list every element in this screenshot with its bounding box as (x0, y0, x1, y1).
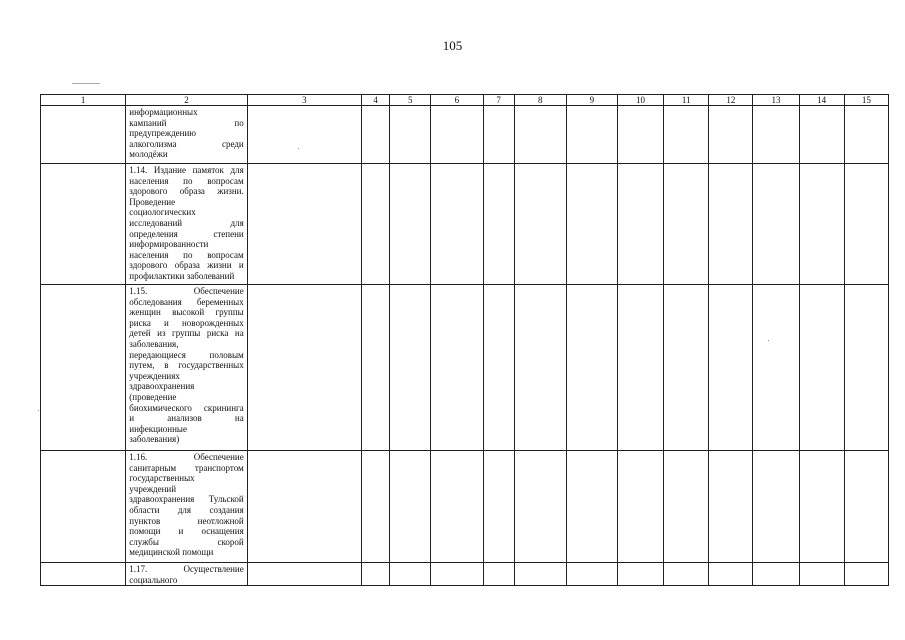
description-line: 1.15. Обеспечение (129, 286, 244, 296)
empty-cell (709, 106, 753, 164)
measure-description-cell (126, 451, 247, 563)
empty-cell (844, 563, 888, 586)
empty-cell (617, 106, 663, 164)
empty-cell (617, 451, 663, 563)
empty-cell (431, 285, 483, 451)
table-row (41, 285, 889, 451)
description-line: здравоохранения (129, 381, 195, 392)
empty-cell (247, 164, 361, 285)
measure-description-cell (126, 563, 247, 586)
empty-cell (41, 563, 126, 586)
empty-cell (247, 106, 361, 164)
empty-cell (41, 451, 126, 563)
empty-cell (844, 285, 888, 451)
description-line: социального (129, 574, 178, 585)
table-row (41, 563, 889, 586)
empty-cell (617, 285, 663, 451)
empty-cell (431, 106, 483, 164)
description-line: (проведение (129, 391, 177, 402)
empty-cell (514, 164, 566, 285)
description-line: заболевания, (129, 338, 179, 349)
empty-cell (247, 285, 361, 451)
empty-cell (753, 563, 799, 586)
empty-cell (390, 164, 431, 285)
description-line: молодёжи (129, 149, 168, 160)
description-line: путем, в государственных (129, 360, 244, 371)
empty-cell (566, 164, 617, 285)
empty-cell (41, 164, 126, 285)
description-line: медицинской помощи (129, 547, 214, 558)
column-header-6: 6 (431, 95, 483, 106)
description-line: информационных (129, 107, 198, 117)
description-line: инфекционные (129, 423, 187, 434)
column-header-3: 3 (247, 95, 361, 106)
description-line: области для создания (129, 504, 244, 515)
empty-cell (566, 285, 617, 451)
column-header-1: 1 (41, 95, 126, 106)
table-row (41, 164, 889, 285)
description-line: здорового образа жизни и (129, 260, 244, 271)
measure-description-cell (126, 106, 247, 164)
description-line: биохимического скрининга (129, 402, 244, 413)
description-line: алкоголизма среди (129, 138, 244, 149)
empty-cell (566, 451, 617, 563)
column-header-10: 10 (617, 95, 663, 106)
scan-speck (298, 148, 299, 149)
description-line: женщин высокой группы (129, 307, 244, 318)
description-line: детей из группы риска на (129, 328, 244, 339)
table-body (41, 95, 889, 586)
empty-cell (566, 563, 617, 586)
empty-cell (753, 451, 799, 563)
empty-cell (41, 285, 126, 451)
empty-cell (799, 285, 844, 451)
column-header-2: 2 (126, 95, 247, 106)
empty-cell (390, 106, 431, 164)
empty-cell (566, 106, 617, 164)
empty-cell (844, 451, 888, 563)
description-line: Проведение (129, 196, 176, 207)
description-line: исследований для (129, 217, 244, 228)
scan-speck (768, 340, 769, 341)
description-line: государственных (129, 473, 195, 484)
description-line: населения по вопросам (129, 249, 244, 260)
column-header-8: 8 (514, 95, 566, 106)
description-line: учреждений (129, 483, 177, 494)
header-row (41, 95, 889, 106)
empty-cell (753, 106, 799, 164)
description-line: помощи и оснащения (129, 526, 244, 537)
empty-cell (844, 164, 888, 285)
column-header-4: 4 (362, 95, 390, 106)
empty-cell (799, 451, 844, 563)
empty-cell (431, 451, 483, 563)
empty-cell (753, 164, 799, 285)
empty-cell (664, 106, 709, 164)
column-header-7: 7 (483, 95, 514, 106)
table-row (41, 451, 889, 563)
page-number: 105 (442, 38, 463, 53)
description-line: 1.14. Издание памяток для (129, 165, 244, 175)
scan-mark (72, 83, 100, 84)
description-line: риска и новорожденных (129, 317, 244, 328)
empty-cell (390, 285, 431, 451)
empty-cell (753, 285, 799, 451)
empty-cell (709, 563, 753, 586)
empty-cell (390, 563, 431, 586)
measure-description-cell (126, 285, 247, 451)
description-line: учреждениях (129, 370, 180, 381)
description-line: передающиеся половым (129, 349, 244, 360)
empty-cell (514, 563, 566, 586)
description-line: социологических (129, 207, 196, 218)
scan-speck (38, 410, 39, 411)
empty-cell (664, 451, 709, 563)
empty-cell (799, 106, 844, 164)
description-line: здравоохранения Тульской (129, 494, 244, 505)
empty-cell (617, 164, 663, 285)
empty-cell (617, 563, 663, 586)
column-header-11: 11 (664, 95, 709, 106)
description-line: и анализов на (129, 413, 244, 424)
empty-cell (431, 563, 483, 586)
description-line: кампаний по (129, 117, 244, 128)
description-line: 1.17. Осуществление (129, 564, 244, 574)
empty-cell (799, 563, 844, 586)
empty-cell (362, 563, 390, 586)
description-line: обследования беременных (129, 296, 244, 307)
empty-cell (664, 563, 709, 586)
empty-cell (247, 451, 361, 563)
empty-cell (514, 451, 566, 563)
column-header-12: 12 (709, 95, 753, 106)
empty-cell (844, 106, 888, 164)
column-header-9: 9 (566, 95, 617, 106)
empty-cell (390, 451, 431, 563)
description-line: санитарным транспортом (129, 462, 244, 473)
description-line: населения по вопросам (129, 175, 244, 186)
empty-cell (514, 285, 566, 451)
column-header-5: 5 (390, 95, 431, 106)
empty-cell (362, 106, 390, 164)
empty-cell (483, 451, 514, 563)
empty-cell (799, 164, 844, 285)
empty-cell (483, 106, 514, 164)
description-line: службы скорой (129, 536, 244, 547)
description-line: 1.16. Обеспечение (129, 452, 244, 462)
empty-cell (483, 164, 514, 285)
description-line: информированности (129, 239, 209, 250)
empty-cell (362, 285, 390, 451)
empty-cell (247, 563, 361, 586)
data-table (40, 94, 889, 586)
empty-cell (362, 451, 390, 563)
empty-cell (664, 164, 709, 285)
empty-cell (709, 451, 753, 563)
column-header-15: 15 (844, 95, 888, 106)
description-line: определения степени (129, 228, 244, 239)
table-row (41, 106, 889, 164)
description-line: профилактики заболеваний (129, 270, 235, 281)
column-header-14: 14 (799, 95, 844, 106)
empty-cell (514, 106, 566, 164)
description-line: заболевания) (129, 434, 180, 445)
empty-cell (483, 285, 514, 451)
description-line: предупреждению (129, 128, 197, 139)
empty-cell (709, 164, 753, 285)
empty-cell (362, 164, 390, 285)
empty-cell (483, 563, 514, 586)
measure-description-cell (126, 164, 247, 285)
empty-cell (41, 106, 126, 164)
empty-cell (431, 164, 483, 285)
description-line: здорового образа жизни. (129, 186, 244, 197)
description-line: пунктов неотложной (129, 515, 244, 526)
column-header-13: 13 (753, 95, 799, 106)
empty-cell (664, 285, 709, 451)
empty-cell (709, 285, 753, 451)
